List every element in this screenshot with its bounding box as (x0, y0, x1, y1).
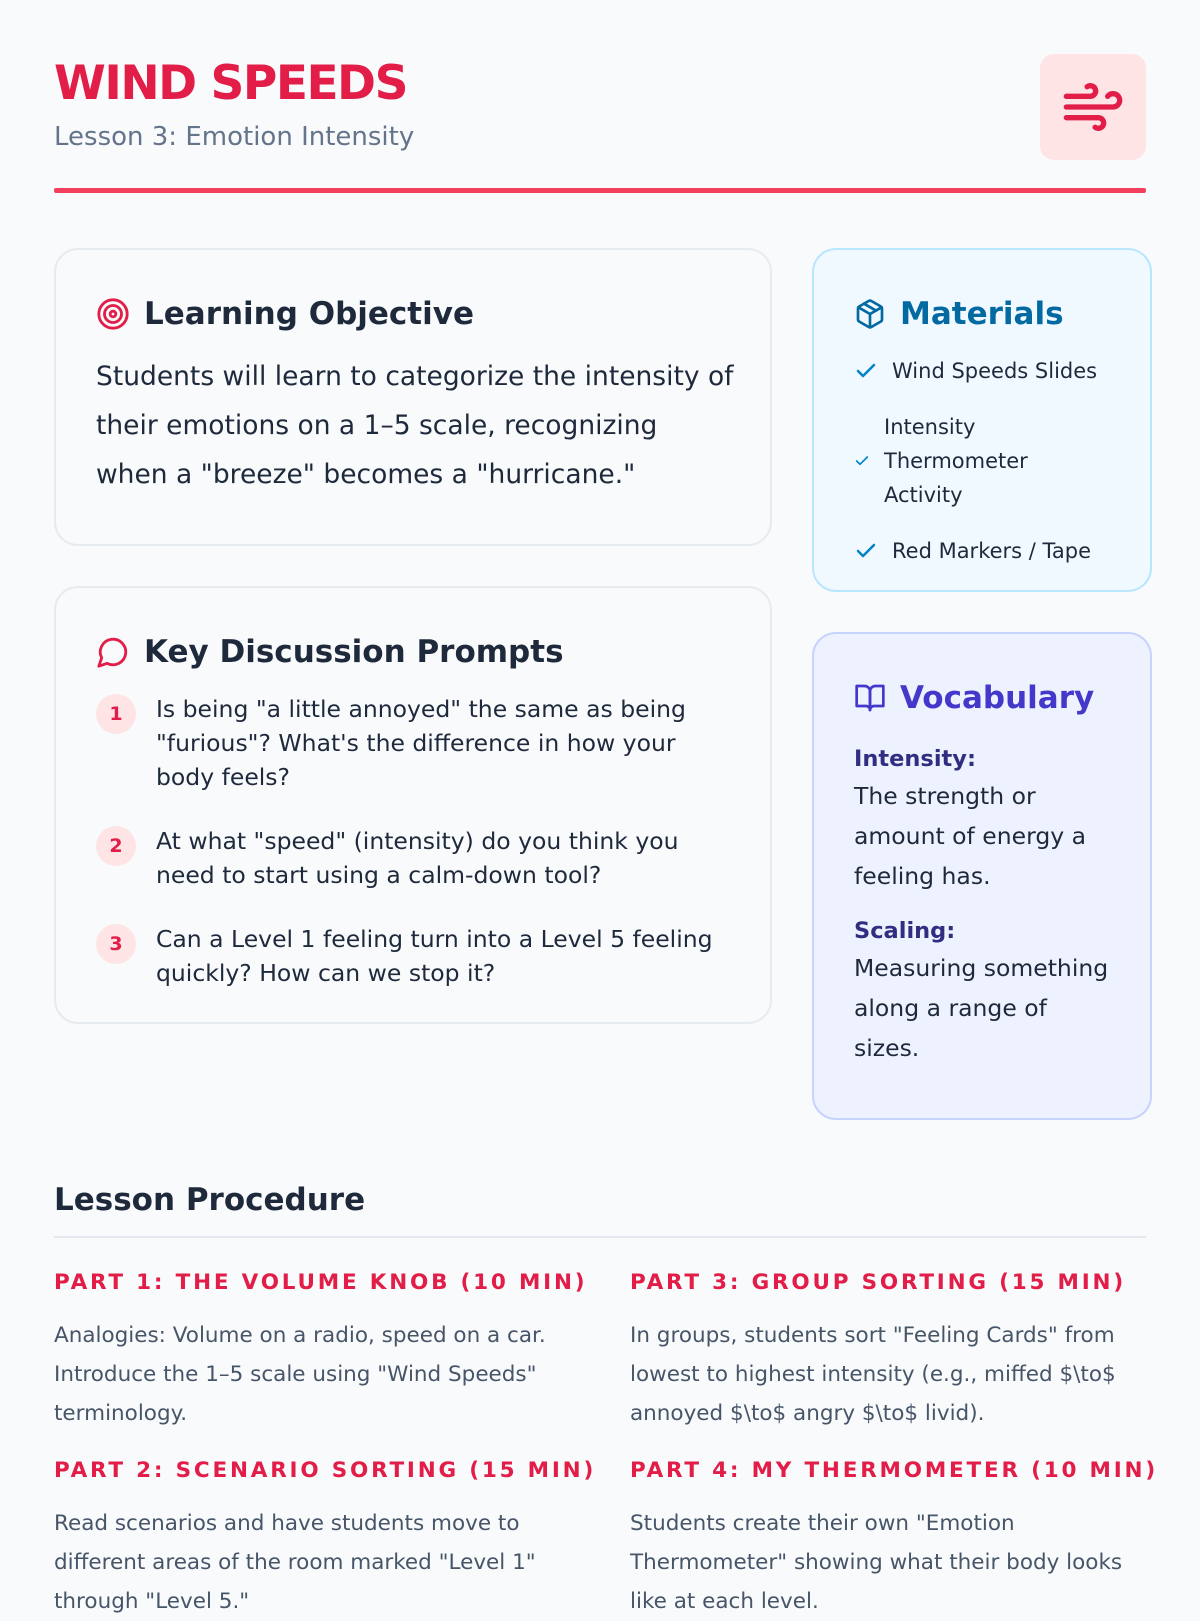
prompts-list (96, 692, 736, 1020)
header (54, 52, 1146, 194)
prompts-card (54, 586, 772, 1024)
prompt-number: 2 (96, 826, 136, 866)
prompt-item (96, 922, 736, 990)
material-item (854, 410, 1064, 512)
objective-title: Learning Objective (144, 296, 474, 332)
procedure-part (630, 1268, 1150, 1433)
prompt-item (96, 824, 736, 892)
procedure-divider (54, 1236, 1146, 1238)
objective-text: Students will learn to categorize the intensity of their emotions on a 1–5 scale, recognizing when a "breeze" becomes a "hurricane." (96, 361, 734, 490)
prompt-number: 1 (96, 694, 136, 734)
part-heading: PART 3: GROUP SORTING (15 MIN) (630, 1270, 1126, 1295)
header-divider (54, 188, 1146, 193)
part-body: Students create their own "Emotion Thermometer" showing what their body looks like at each level. (630, 1511, 1123, 1614)
vocabulary-heading (854, 678, 1094, 718)
prompt-number: 3 (96, 924, 136, 964)
check-icon (854, 539, 878, 563)
target-icon (96, 297, 130, 331)
procedure-part (54, 1268, 588, 1433)
vocab-term: Scaling: (854, 918, 956, 944)
prompt-text: At what "speed" (intensity) do you think you need to start using a calm-down tool? (156, 827, 679, 889)
prompts-title: Key Discussion Prompts (144, 634, 564, 670)
procedure-part (54, 1456, 597, 1621)
part-heading: PART 1: THE VOLUME KNOB (10 MIN) (54, 1270, 588, 1295)
material-label: Red Markers / Tape (892, 539, 1091, 563)
check-icon (854, 453, 870, 469)
message-circle-icon (96, 635, 130, 669)
material-item (854, 354, 1124, 388)
materials-list (854, 354, 1124, 590)
prompts-heading (96, 632, 564, 672)
prompt-text: Can a Level 1 feeling turn into a Level 5 feeling quickly? How can we stop it? (156, 925, 713, 987)
vocabulary-title: Vocabulary (900, 680, 1095, 716)
procedure-part (630, 1456, 1158, 1621)
vocab-term: Intensity: (854, 746, 976, 772)
vocab-definition: The strength or amount of energy a feeling has. (854, 782, 1087, 890)
prompt-text: Is being "a little annoyed" the same as being "furious"? What's the difference in how your body feels? (156, 695, 686, 791)
wind-icon (1061, 75, 1125, 139)
page-subtitle: Lesson 3: Emotion Intensity (54, 122, 415, 152)
logo-badge (1040, 54, 1146, 160)
page-title: WIND SPEEDS (54, 56, 407, 111)
objective-heading (96, 294, 474, 334)
material-label: Intensity Thermometer Activity (884, 415, 1028, 507)
check-icon (854, 359, 878, 383)
procedure-title: Lesson Procedure (54, 1182, 366, 1218)
materials-title: Materials (900, 296, 1064, 332)
objective-card (54, 248, 772, 546)
prompt-item (96, 692, 736, 794)
book-open-icon (854, 682, 886, 714)
material-label: Wind Speeds Slides (892, 359, 1098, 383)
vocabulary-list (854, 742, 1114, 1086)
vocabulary-card (812, 632, 1152, 1120)
part-body: In groups, students sort "Feeling Cards" from lowest to highest intensity (e.g., miffed $\to$ annoyed $\to$ angry $\to$ livid). (630, 1323, 1116, 1426)
part-heading: PART 2: SCENARIO SORTING (15 MIN) (54, 1458, 597, 1483)
package-icon (854, 298, 886, 330)
part-body: Analogies: Volume on a radio, speed on a car. Introduce the 1–5 scale using "Wind Speeds" terminology. (54, 1323, 546, 1426)
vocab-definition: Measuring something along a range of sizes. (854, 954, 1109, 1062)
part-heading: PART 4: MY THERMOMETER (10 MIN) (630, 1458, 1158, 1483)
materials-card (812, 248, 1152, 592)
materials-heading (854, 294, 1064, 334)
material-item (854, 534, 1124, 568)
part-body: Read scenarios and have students move to different areas of the room marked "Level 1" through "Level 5." (54, 1511, 536, 1614)
